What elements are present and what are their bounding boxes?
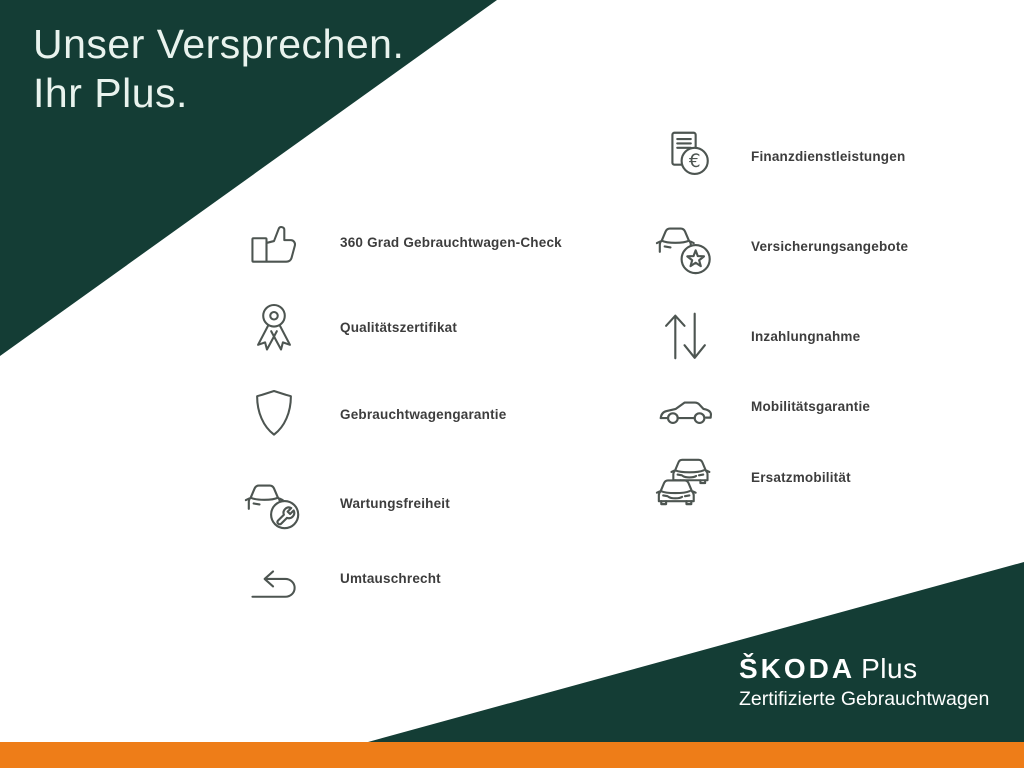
benefit-item: [654, 125, 905, 187]
headline-line1: Unser Versprechen.: [33, 21, 405, 67]
benefit-label: Finanzdienstleistungen: [751, 148, 906, 164]
brand-block: [739, 653, 989, 710]
benefit-label: Inzahlungnahme: [751, 328, 861, 344]
benefit-label: Mobilitätsgarantie: [751, 398, 871, 414]
benefit-item: [243, 296, 457, 358]
svg-text:€: €: [688, 151, 701, 173]
document-euro-icon: [654, 125, 716, 187]
headline-line2: Ihr Plus.: [33, 70, 188, 116]
green-wedge-bottom-right: [368, 562, 1024, 742]
brand-subtitle: Zertifizierte Gebrauchtwagen: [739, 688, 990, 710]
benefit-item: [243, 211, 562, 273]
rosette-award-icon: [243, 296, 305, 358]
thumbs-up-icon: [243, 211, 305, 273]
benefit-item: [243, 547, 441, 609]
benefit-label: Wartungsfreiheit: [340, 495, 450, 511]
headline: [33, 20, 404, 118]
shield-icon: [243, 383, 305, 445]
brand-wordmark: [739, 653, 989, 685]
benefit-label: 360 Grad Gebrauchtwagen-Check: [340, 234, 562, 250]
brand-suffix: Plus: [861, 653, 918, 684]
arrows-up-down-icon: [654, 305, 716, 367]
two-cars-icon: [654, 446, 716, 508]
benefit-item: [243, 383, 506, 445]
benefit-item: [243, 472, 450, 534]
benefit-label: Versicherungsangebote: [751, 238, 909, 254]
benefit-label: Ersatzmobilität: [751, 469, 851, 485]
benefit-item: [654, 446, 851, 508]
benefit-label: Umtauschrecht: [340, 570, 441, 586]
car-star-icon: [654, 215, 716, 277]
orange-footer-bar: [0, 742, 1024, 768]
car-side-icon: [654, 375, 716, 437]
brand-name: ŠKODA: [739, 653, 856, 684]
car-wrench-icon: [243, 472, 305, 534]
benefit-label: Qualitätszertifikat: [340, 319, 458, 335]
benefit-item: [654, 305, 860, 367]
return-arrow-icon: [243, 547, 305, 609]
benefit-label: Gebrauchtwagengarantie: [340, 406, 507, 422]
benefit-item: [654, 215, 908, 277]
benefit-item: [654, 375, 870, 437]
